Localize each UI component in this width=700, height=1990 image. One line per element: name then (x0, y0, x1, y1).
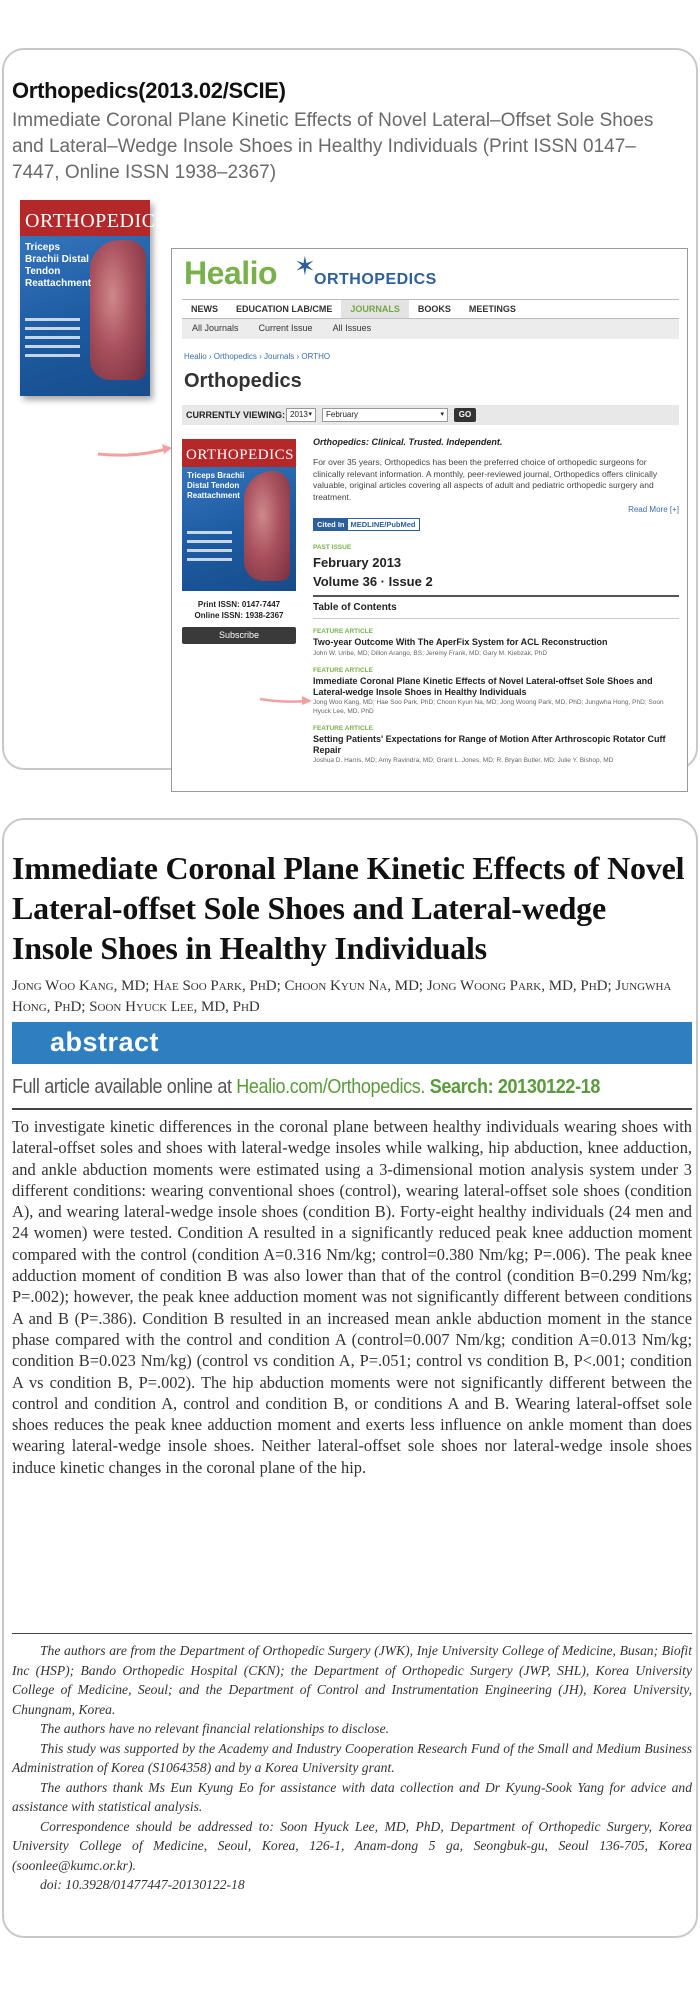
nav-books[interactable]: BOOKS (417, 304, 451, 314)
online-search-code: Search: 20130122-18 (425, 1076, 601, 1098)
journal-tagline: Orthopedics: Clinical. Trusted. Independent. (313, 437, 503, 447)
abstract-banner (12, 1022, 692, 1064)
breadcrumb[interactable]: Healio › Orthopedics › Journals › ORTHO (184, 352, 331, 361)
journal-cover-image (20, 200, 168, 396)
online-availability (12, 1076, 624, 1099)
author-notes (12, 1641, 692, 1895)
print-issn: Print ISSN: 0147-7447 (197, 600, 281, 609)
caret-down-icon: ▾ (308, 411, 312, 418)
viewing-label: CURRENTLY VIEWING: (186, 410, 286, 420)
abstract-label: abstract (50, 1027, 160, 1057)
article-type: FEATURE ARTICLE (313, 667, 373, 674)
subnav-all-issues[interactable]: All Issues (332, 323, 372, 333)
journal-title: Orthopedics(2013.02/SCIE) (12, 78, 286, 103)
funding-note: This study was supported by the Academy and Industry Cooperation Research Fund of the Small and Medium Business Administration of Korea (S1064358) and by a Korea University grant. (12, 1740, 692, 1775)
issue-details (313, 437, 679, 766)
article-title-link[interactable]: Immediate Coronal Plane Kinetic Effects of Novel Lateral-offset Sole Shoes and Lateral-wedge Insole Shoes in Healthy Individuals (313, 676, 653, 697)
issn-info (182, 599, 296, 621)
cover-anatomy-illustration (90, 240, 146, 380)
nav-news[interactable]: NEWS (191, 304, 218, 314)
online-issn: Online ISSN: 1938-2367 (194, 611, 284, 620)
cover-text-lines (187, 531, 232, 567)
cover-anatomy-illustration (244, 471, 290, 581)
star-logo-icon: ✶ (294, 251, 316, 281)
year-value: 2013 (290, 410, 308, 419)
acknowledgment-note: The authors thank Ms Eun Kyung Eo for assistance with data collection and Dr Kyung-Sook Yang for advice and assistance with statistical analysis. (12, 1779, 692, 1814)
toc-heading: Table of Contents (313, 602, 679, 619)
article-authors: John W. Uribe, MD; Dillon Arango, BS; Jeremy Frank, MD; Gary M. Kiebzak, PhD (313, 649, 548, 657)
subscribe-button[interactable]: Subscribe (182, 627, 296, 644)
cover-brand: ORTHOPEDICS (186, 447, 294, 463)
article-title-link[interactable]: Setting Patients' Expectations for Range of Motion After Arthroscopic Rotator Cuff Repair (313, 734, 666, 755)
cited-in-database: MEDLINE/PubMed (350, 520, 416, 529)
pointer-arrow-icon (258, 693, 314, 707)
subnav-current-issue[interactable]: Current Issue (258, 323, 313, 333)
logo-orthopedics: ORTHOPEDICS (314, 271, 437, 288)
cover-text-lines (25, 318, 80, 363)
cited-in-badge (313, 518, 420, 531)
online-site-link[interactable]: Healio.com/Orthopedics. (236, 1076, 426, 1098)
article-authors: Joshua D. Harris, MD; Amy Ravindra, MD; Grant L. Jones, MD; R. Bryan Butler, MD; Julie Y. Bishop, MD (313, 757, 614, 764)
cover-feature-text: Triceps Brachii Distal Tendon Reattachment (187, 471, 245, 500)
article-type: FEATURE ARTICLE (313, 628, 373, 635)
toc-article (313, 667, 679, 716)
year-select[interactable] (286, 408, 316, 422)
sub-nav (182, 319, 679, 339)
abstract-body: To investigate kinetic differences in the coronal plane between healthy individuals wearing shoes with lateral-offset soles and shoes with lateral-wedge insoles while walking, hip abduction, knee adduction, and ankle abduction moments were estimated using a 3-dimensional motion analysis system under 3 different conditions: wearing conventional shoes (control), wearing lateral-offset sole shoes (condition A), and wearing lateral-wedge insole shoes (condition B). Forty-eight healthy individuals (24 men and 24 women) were tested. Condition A resulted in a significantly reduced peak knee adduction moment compared with the control (condition A=0.316 Nm/kg; control=0.380 Nm/kg; P=.006). The peak knee adduction moment of condition B was also lower than that of the control (condition B=0.299 Nm/kg; P=.002); however, the peak knee adduction moment was not significantly different between conditions A and B (P=.386). Condition B resulted in an increased mean ankle abduction moment in the stance phase compared with the control and condition A (control=0.007 Nm/kg; condition A=0.013 Nm/kg; condition B=0.023 Nm/kg) (control vs condition A, P=.051; control vs condition B, P<.001; condition A vs condition B, P=.002). The hip abduction moments were not significantly different between the control and condition A, control and condition B, or conditions A and B. Wearing lateral-offset sole shoes reduces the peak knee adduction moment and exerts less influence on ankle moment than does wearing lateral-wedge insole shoes. Neither lateral-offset sole shoes nor lateral-wedge insole shoes induce kinetic changes in the coronal plane of the hip. (12, 1117, 692, 1477)
main-nav (182, 299, 679, 319)
divider (12, 1108, 692, 1110)
article-title-link[interactable]: Two-year Outcome With The AperFix System for ACL Reconstruction (313, 637, 608, 647)
nav-education[interactable]: EDUCATION LAB/CME (236, 304, 333, 314)
journal-subtitle: Immediate Coronal Plane Kinetic Effects of Novel Lateral–Offset Sole Shoes and Lateral–Wedge Insole Shoes in Healthy Individuals (Print ISSN 0147–7447, Online ISSN 1938–2367) (12, 110, 654, 183)
online-prefix: Full article available online at (12, 1076, 237, 1098)
go-button[interactable]: GO (454, 408, 476, 422)
subnav-all-journals[interactable]: All Journals (192, 323, 239, 333)
issue-date: February 2013 (313, 555, 402, 570)
affiliation-note: The authors are from the Department of Orthopedic Surgery (JWK), Inje University College of Medicine, Busan; Biofit Inc (HSP); Bando Orthopedic Hospital (CKN); the Department of Orthopedic Surgery (JWP, SHL), Korea University College of Medicine, Seoul; and the Department of Control and Instrumentation Engineering (JH), Korea University, Chungnam, Korea. (12, 1643, 692, 1717)
website-screenshot (171, 248, 688, 792)
article-authors: Jong Woo Kang, MD; Hae Soo Park, PhD; Choon Kyun Na, MD; Jong Woong Park, MD, PhD; Jungwha Hong, PhD; Soon Hyuck Lee, MD, PhD (313, 699, 664, 715)
past-issue-label: PAST ISSUE (313, 544, 352, 551)
healio-logo: Healio (184, 255, 278, 291)
journal-blurb: For over 35 years, Orthopedics has been the preferred choice of orthopedic surgeons for clinically relevant information. A monthly, peer-reviewed journal, Orthopedics offers clinically valuable, original articles covering all aspects of adult and pediatric orthopedic surgery and treatment. (313, 457, 658, 502)
page-title: Orthopedics (184, 370, 302, 392)
nav-meetings[interactable]: MEETINGS (468, 304, 516, 314)
disclosure-note: The authors have no relevant financial relationships to disclose. (40, 1721, 389, 1736)
article-abstract-card (2, 818, 698, 1938)
correspondence-note: Correspondence should be addressed to: Soon Hyuck Lee, MD, PhD, Department of Orthopedic Surgery, Korea University College of Medicine, Seoul, Korea, 126-1, Anam-dong 5 ga, Seongbuk-gu, Seoul 136-705, Korea (soonlee@kumc.or.kr). (12, 1818, 692, 1873)
toc-article (313, 628, 679, 658)
read-more-link[interactable]: Read More [+] (628, 505, 679, 514)
caret-down-icon: ▾ (440, 411, 444, 418)
month-select[interactable] (322, 408, 448, 422)
article-type: FEATURE ARTICLE (313, 725, 373, 732)
issue-selector-bar (182, 405, 679, 425)
cited-in-label: Cited In (314, 519, 348, 530)
month-value: February (326, 410, 359, 419)
pointer-arrow-icon (96, 442, 174, 462)
nav-journals[interactable]: JOURNALS (341, 300, 409, 318)
doi-note: doi: 10.3928/01477447-20130122-18 (40, 1877, 245, 1892)
journal-info-card (2, 48, 698, 770)
cover-feature-text: Triceps Brachii Distal Tendon Reattachment (25, 242, 92, 289)
article-title: Immediate Coronal Plane Kinetic Effects of Novel Lateral-offset Sole Shoes and Lateral-wedge Insole Shoes in Healthy Individuals (12, 850, 685, 966)
article-authors: Jong Woo Kang, MD; Hae Soo Park, PhD; Choon Kyun Na, MD; Jong Woong Park, MD, PhD; Jungwha Hong, PhD; Soon Hyuck Lee, MD, PhD (12, 978, 672, 1015)
cover-brand: ORTHOPEDICS (25, 210, 168, 232)
current-issue-cover[interactable] (182, 439, 296, 591)
divider (12, 1633, 692, 1634)
issue-volume: Volume 36 · Issue 2 (313, 574, 679, 597)
toc-article (313, 725, 679, 766)
